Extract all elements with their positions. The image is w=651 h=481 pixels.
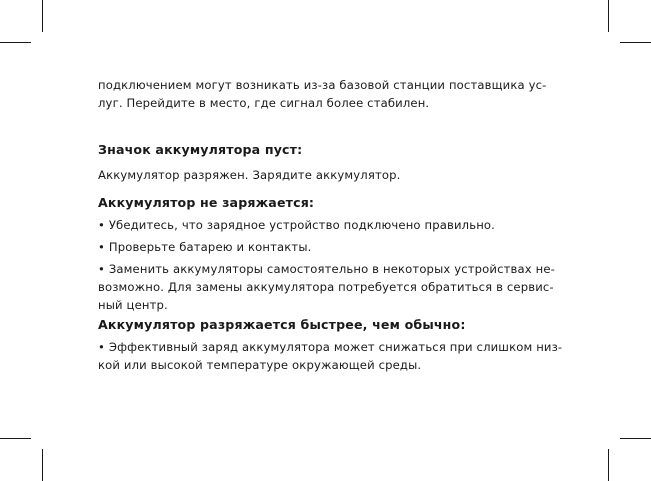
- bullet-item: [98, 260, 576, 314]
- crop-mark-bottom-left-vertical: [42, 449, 43, 481]
- bullet-line: • Заменить аккумуляторы самостоятельно в некоторых устройствах не-: [98, 262, 555, 276]
- crop-mark-bottom-left-horizontal: [0, 438, 31, 439]
- section-battery-not-charging: [98, 194, 576, 314]
- crop-mark-top-left-horizontal: [0, 42, 31, 43]
- section-battery-drains-faster: [98, 316, 576, 374]
- bullet-line: ный центр.: [98, 298, 168, 312]
- bullet-line: кой или высокой температуре окружающей среды.: [98, 358, 422, 372]
- section-battery-empty-icon: [98, 141, 576, 184]
- section-heading: Аккумулятор разряжается быстрее, чем обычно:: [98, 317, 466, 332]
- bullet-item: [98, 338, 576, 374]
- intro-line: подключением могут возникать из-за базовой станции поставщика ус-: [98, 78, 547, 92]
- crop-mark-bottom-right-horizontal: [620, 438, 651, 439]
- crop-mark-bottom-right-vertical: [608, 449, 609, 481]
- section-heading: Значок аккумулятора пуст:: [98, 142, 303, 157]
- document-page-content: [98, 76, 576, 374]
- bullet-line: • Убедитесь, что зарядное устройство подключено правильно.: [98, 218, 496, 232]
- bullet-item: [98, 238, 576, 256]
- paragraph-line: Аккумулятор разряжен. Зарядите аккумулятор.: [98, 168, 401, 182]
- bullet-line: • Проверьте батарею и контакты.: [98, 240, 312, 254]
- intro-line: луг. Перейдите в место, где сигнал более стабилен.: [98, 96, 430, 110]
- bullet-line: • Эффективный заряд аккумулятора может снижаться при слишком низ-: [98, 340, 563, 354]
- crop-mark-top-left-vertical: [42, 0, 43, 32]
- intro-paragraph: [98, 76, 576, 112]
- section-paragraph: [98, 166, 576, 184]
- crop-mark-top-right-horizontal: [620, 42, 651, 43]
- bullet-line: возможно. Для замены аккумулятора потребуется обратиться в сервис-: [98, 280, 554, 294]
- section-heading: Аккумулятор не заряжается:: [98, 195, 315, 210]
- crop-mark-top-right-vertical: [608, 0, 609, 32]
- bullet-item: [98, 216, 576, 234]
